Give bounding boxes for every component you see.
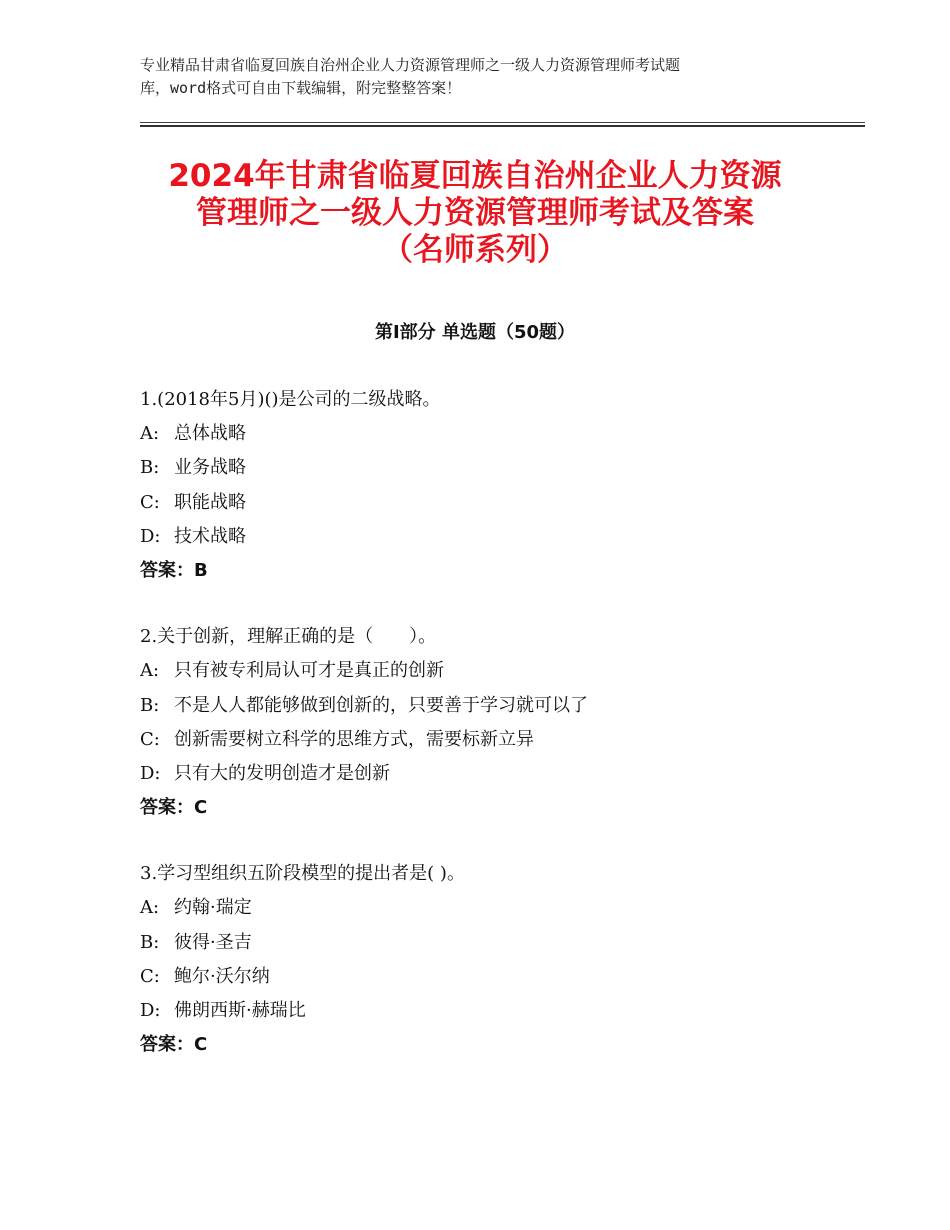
option-key: C: xyxy=(140,728,160,750)
document-title-line-2: 管理师之一级人力资源管理师考试及答案 xyxy=(196,195,754,231)
option-d xyxy=(140,757,860,791)
option-a xyxy=(140,891,860,925)
option-c xyxy=(140,960,860,994)
option-d xyxy=(140,520,860,554)
question-stem: 3.学习型组织五阶段模型的提出者是( )。 xyxy=(140,863,465,885)
question-3 xyxy=(140,857,860,1062)
option-d xyxy=(140,994,860,1028)
option-text: 职能战略 xyxy=(174,491,246,513)
option-b xyxy=(140,926,860,960)
header-note-line-1: 专业精品甘肃省临夏回族自治州企业人力资源管理师之一级人力资源管理师考试题 xyxy=(140,56,681,74)
option-c xyxy=(140,723,860,757)
document-title xyxy=(0,158,950,269)
option-key: D: xyxy=(140,525,161,547)
header-rule-thick xyxy=(140,125,865,127)
option-key: D: xyxy=(140,762,161,784)
option-text: 业务战略 xyxy=(174,457,246,479)
answer: 答案：C xyxy=(140,1034,208,1056)
question-list xyxy=(140,383,860,1094)
answer: 答案：B xyxy=(140,559,208,581)
document-title-line-1: 2024年甘肃省临夏回族自治州企业人力资源 xyxy=(168,158,782,194)
header-note-line-2: 库，word格式可自由下载编辑，附完整整答案！ xyxy=(140,79,462,97)
section-heading: 第Ⅰ部分 单选题（50题） xyxy=(374,322,575,343)
option-key: A: xyxy=(140,423,160,445)
answer: 答案：C xyxy=(140,797,208,819)
option-a xyxy=(140,654,860,688)
option-key: C: xyxy=(140,491,160,513)
option-key: A: xyxy=(140,660,160,682)
question-2 xyxy=(140,620,860,825)
option-key: B: xyxy=(140,694,160,716)
question-stem: 1.(2018年5月)()是公司的二级战略。 xyxy=(140,389,441,410)
option-text: 彼得·圣吉 xyxy=(174,931,252,953)
option-text: 技术战略 xyxy=(174,525,246,547)
option-key: B: xyxy=(140,457,160,479)
option-b xyxy=(140,689,860,723)
option-text: 佛朗西斯·赫瑞比 xyxy=(174,1000,306,1021)
option-key: A: xyxy=(140,897,160,919)
option-b xyxy=(140,451,860,485)
option-text: 只有被专利局认可才是真正的创新 xyxy=(174,660,444,682)
option-c xyxy=(140,486,860,520)
question-1 xyxy=(140,383,860,588)
header-note xyxy=(140,54,830,100)
option-text: 创新需要树立科学的思维方式，需要标新立异 xyxy=(174,728,534,750)
option-text: 不是人人都能够做到创新的，只要善于学习就可以了 xyxy=(174,694,588,716)
option-text: 鲍尔·沃尔纳 xyxy=(174,965,270,987)
option-key: B: xyxy=(140,931,160,953)
option-key: C: xyxy=(140,965,160,987)
header-rule-thin xyxy=(140,122,865,123)
document-title-line-3: （名师系列） xyxy=(382,232,568,268)
question-stem: 2.关于创新，理解正确的是（ ）。 xyxy=(140,626,437,648)
option-text: 只有大的发明创造才是创新 xyxy=(174,762,390,784)
option-key: D: xyxy=(140,1000,161,1021)
option-text: 总体战略 xyxy=(174,423,246,445)
option-text: 约翰·瑞定 xyxy=(174,897,252,919)
option-a xyxy=(140,417,860,451)
